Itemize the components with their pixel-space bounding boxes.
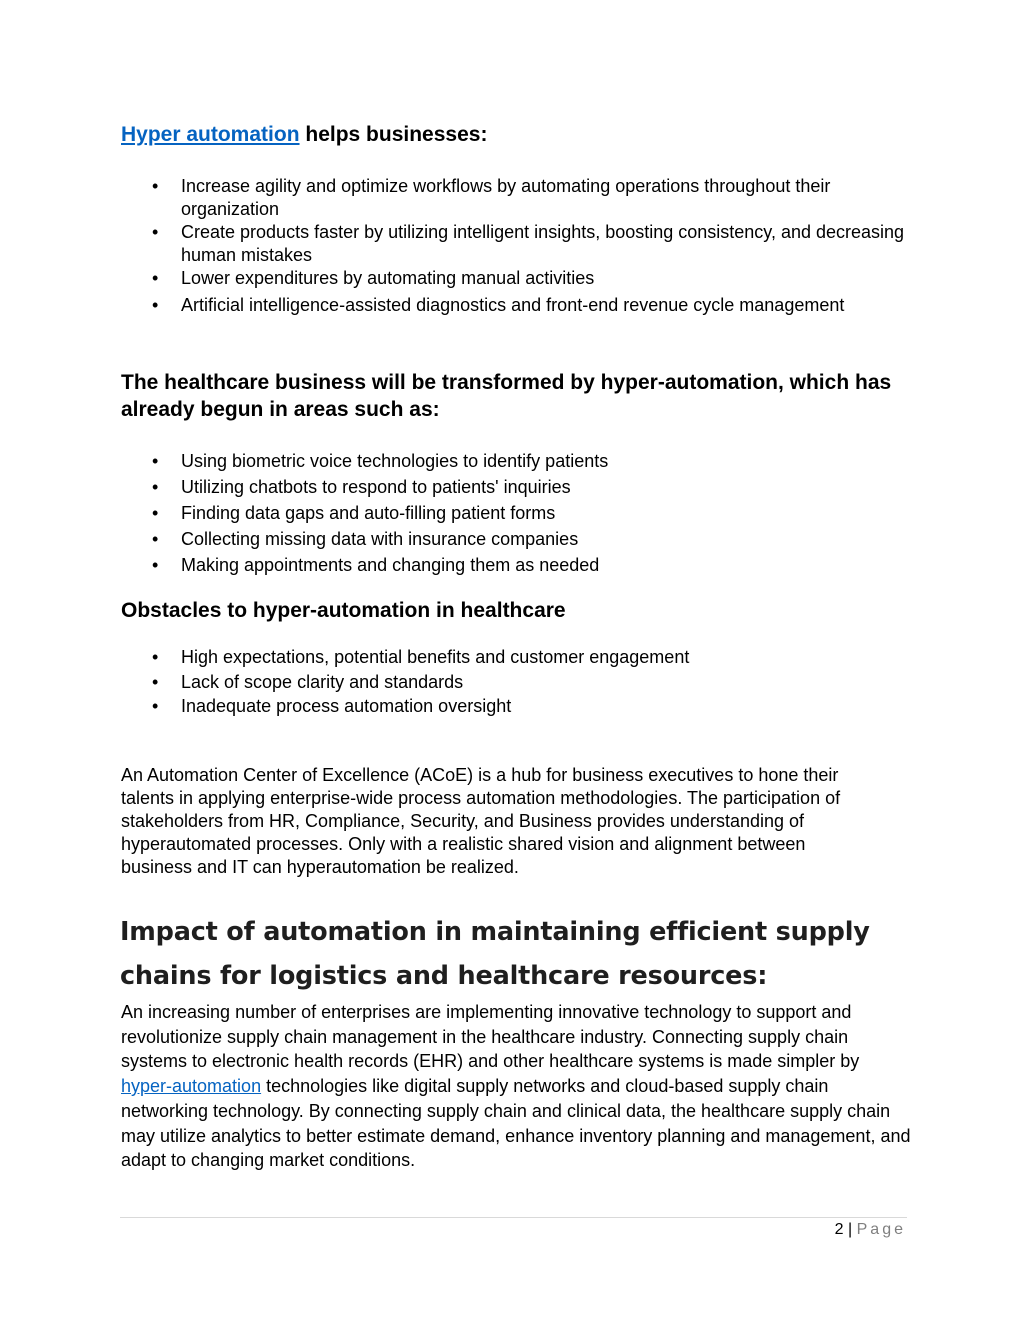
list-item: • Lower expenditures by automating manual activities: [150, 267, 910, 290]
list-item: • Making appointments and changing them as needed: [150, 552, 910, 578]
page-footer: [835, 1221, 906, 1239]
list-item: • Artificial intelligence-assisted diagnostics and front-end revenue cycle management: [150, 294, 910, 317]
footer-separator: |: [843, 1221, 857, 1238]
bullet-list-benefits: [150, 175, 910, 317]
list-item: • Increase agility and optimize workflows by automating operations throughout their organization: [150, 175, 910, 221]
page-number: 2: [834, 1221, 844, 1238]
section-heading-obstacles: Obstacles to hyper-automation in healthcare: [121, 599, 566, 622]
bullet-list-areas: [150, 448, 910, 578]
list-item: • High expectations, potential benefits and customer engagement: [150, 645, 910, 670]
list-item: • Finding data gaps and auto-filling patient forms: [150, 500, 910, 526]
section-heading-supply-chains: Impact of automation in maintaining efficient supply chains for logistics and healthcare resources:: [120, 917, 870, 991]
paragraph-text: technologies like digital supply networks and cloud-based supply chain networking technology. By connecting supply chain and clinical data, the healthcare supply chain may utilize analytics to better estimate demand, enhance inventory planning and management, and adapt to changing market conditions.: [121, 1076, 911, 1171]
list-item: • Lack of scope clarity and standards: [150, 670, 910, 695]
hyper-automation-inline-link[interactable]: hyper-automation: [121, 1076, 262, 1097]
bullet-list-obstacles: [150, 645, 910, 719]
footer-divider: [120, 1217, 907, 1218]
acoe-paragraph: An Automation Center of Excellence (ACoE) is a hub for business executives to hone their talents in applying enterprise-wide process automation methodologies. The participation of stakeholders from HR, Compliance, Security, and Business provides understanding of hyperautomated processes. Only with a realistic shared vision and alignment between business and IT can hyperautomation be realized.: [121, 765, 841, 877]
list-item: • Utilizing chatbots to respond to patients' inquiries: [150, 474, 910, 500]
list-item: • Inadequate process automation oversight: [150, 694, 910, 719]
section-heading-transformed: The healthcare business will be transformed by hyper-automation, which has already begun in areas such as:: [121, 371, 892, 421]
list-item: • Create products faster by utilizing intelligent insights, boosting consistency, and decreasing human mistakes: [150, 221, 910, 267]
supply-chain-paragraph: [121, 1000, 911, 1173]
page-label: Page: [856, 1221, 906, 1238]
section-heading-helps-businesses: [121, 121, 901, 148]
heading-text: helps businesses:: [299, 123, 488, 146]
list-item: • Using biometric voice technologies to identify patients: [150, 448, 910, 474]
paragraph-text: An increasing number of enterprises are implementing innovative technology to support and revolutionize supply chain management in the healthcare industry. Connecting supply chain systems to electronic health records (EHR) and other healthcare systems is made simpler by: [121, 1002, 860, 1072]
list-item: • Collecting missing data with insurance companies: [150, 526, 910, 552]
hyper-automation-link[interactable]: Hyper automation: [121, 123, 300, 146]
